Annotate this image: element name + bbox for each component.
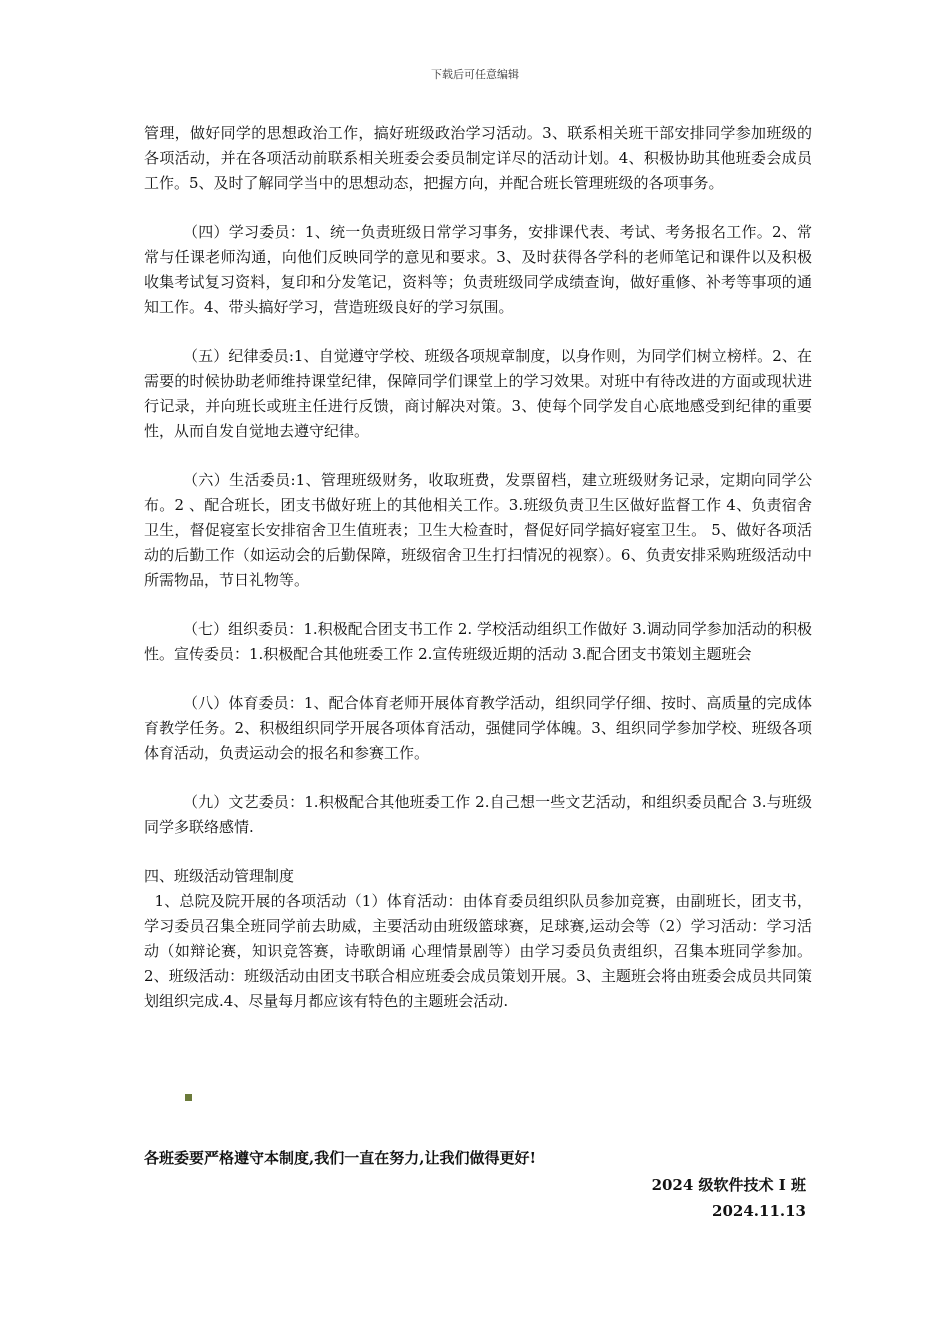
page-header-watermark: 下载后可任意编辑 — [431, 68, 519, 81]
closing-slogan: 各班委要严格遵守本制度,我们一直在努力,让我们做得更好! — [144, 1149, 537, 1167]
paragraph-organization-committee: （七）组织委员：1.积极配合团支书工作 2. 学校活动组织工作做好 3.调动同学参加活动的积极性。宣传委员：1.积极配合其他班委工作 2.宣传班级近期的活动 3.配合团支书策划主题班会 — [144, 620, 812, 663]
signature-block — [652, 1172, 806, 1224]
paragraph-continued: 管理，做好同学的思想政治工作，搞好班级政治学习活动。3、联系相关班干部安排同学参加班级的各项活动，并在各项活动前联系相关班委会委员制定详尽的活动计划。4、积极协助其他班委会成员工作。5、及时了解同学当中的思想动态，把握方向，并配合班长管理班级的各项事务。 — [144, 124, 812, 192]
paragraph-arts-committee: （九）文艺委员：1.积极配合其他班委工作 2.自己想一些文艺活动，和组织委员配合 3.与班级同学多联络感情. — [144, 793, 812, 836]
paragraph-activity-management: 1、总院及院开展的各项活动（1）体育活动：由体育委员组织队员参加竞赛，由副班长，团支书，学习委员召集全班同学前去助威，主要活动由班级篮球赛，足球赛,运动会等（2）学习活动：学习活动（如辩论赛，知识竞答赛，诗歌朗诵 心理情景剧等）由学习委员负责组织，召集本班同学参加。2、班级活动：班级活动由团支书联合相应班委会成员策划开展。3、主题班会将由班委会成员共同策划组织完成.4、尽量每月都应该有特色的主题班会活动. — [144, 892, 812, 1010]
signature-date: 2024.11.13 — [712, 1202, 806, 1220]
signature-class-name: 2024 级软件技术 I 班 — [651, 1176, 806, 1194]
paragraph-life-committee: （六）生活委员:1、管理班级财务，收取班费，发票留档，建立班级财务记录，定期向同学公布。2 、配合班长，团支书做好班上的其他相关工作。3.班级负责卫生区做好监督工作 4、负责宿舍卫生，督促寝室长安排宿舍卫生值班表；卫生大检查时，督促好同学搞好寝室卫生。 5、做好各项活动的后勤工作（如运动会的后勤保障，班级宿舍卫生打扫情况的视察）。6、负责安排采购班级活动中所需物品，节日礼物等。 — [144, 471, 812, 589]
small-image-marker — [185, 1094, 192, 1101]
paragraph-discipline-committee: （五）纪律委员:1、自觉遵守学校、班级各项规章制度，以身作则，为同学们树立榜样。2、在需要的时候协助老师维持课堂纪律，保障同学们课堂上的学习效果。对班中有待改进的方面或现状进行记录，并向班长或班主任进行反馈，商讨解决对策。3、使每个同学发自心底地感受到纪律的重要性，从而自发自觉地去遵守纪律。 — [144, 347, 812, 440]
document-body — [144, 121, 812, 1014]
paragraph-study-committee: （四）学习委员：1、统一负责班级日常学习事务，安排课代表、考试、考务报名工作。2、常常与任课老师沟通，向他们反映同学的意见和要求。3、及时获得各学科的老师笔记和课件以及积极收集考试复习资料，复印和分发笔记，资料等；负责班级同学成绩查询，做好重修、补考等事项的通知工作。4、带头搞好学习，营造班级良好的学习氛围。 — [144, 223, 812, 316]
section-title-activity-management: 四、班级活动管理制度 — [144, 867, 295, 885]
paragraph-sports-committee: （八）体育委员：1、配合体育老师开展体育教学活动，组织同学仔细、按时、高质量的完成体育教学任务。2、积极组织同学开展各项体育活动，强健同学体魄。3、组织同学参加学校、班级各项体育活动，负责运动会的报名和参赛工作。 — [144, 694, 812, 762]
